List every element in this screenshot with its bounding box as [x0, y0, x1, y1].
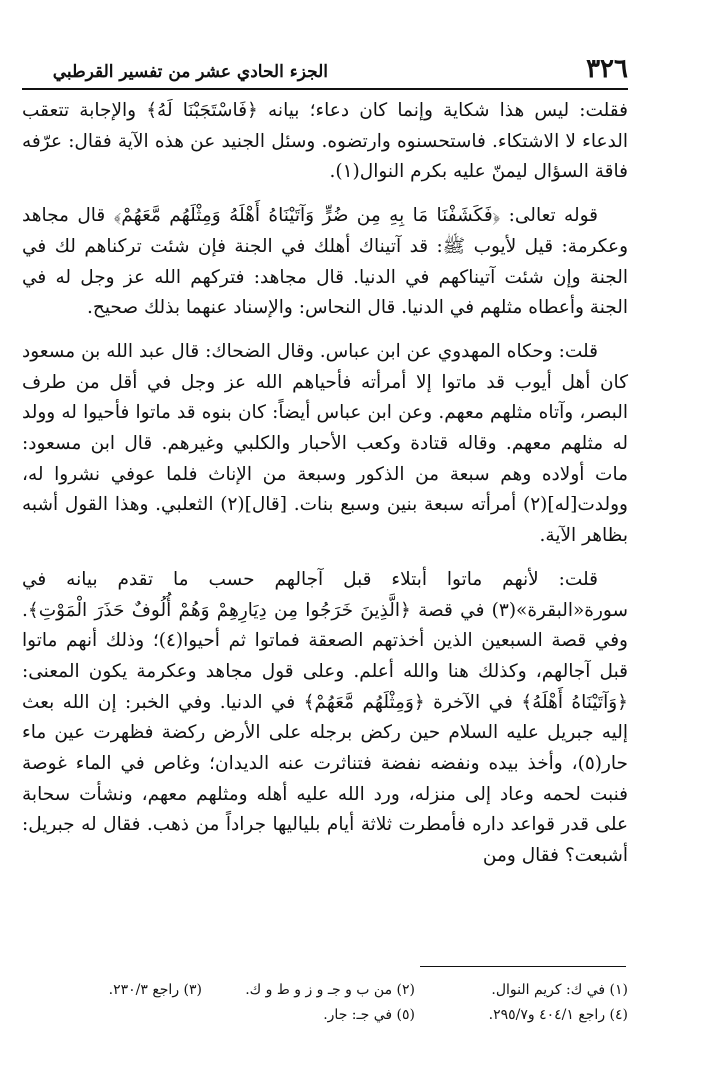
running-title: الجزء الحادي عشر من تفسير القرطبي [52, 62, 328, 82]
main-text [22, 96, 628, 885]
paragraph: فقلت: ليس هذا شكاية وإنما كان دعاء؛ بيانه ﴿فَاسْتَجَبْنَا لَهُ﴾ والإجابة تتعقب الدعاء لا الاشتكاء. فاستحسنوه وارتضوه. وسئل الجنيد عن هذه الآية فقال: عرّفه فاقة السؤال ليمنّ عليه بكرم النوال(١). [22, 100, 628, 183]
footnotes [22, 978, 628, 1028]
footnote-2: (٢) من ب و جـ و ز و ط و ك. [245, 982, 415, 998]
footnote-row [22, 978, 628, 1003]
page-number: ٣٢٦ [586, 54, 628, 84]
footnote-row [22, 1003, 628, 1028]
paragraph: قلت: وحكاه المهدوي عن ابن عباس. وقال الضحاك: قال عبد الله بن مسعود كان أهل أيوب قد ماتوا إلا أمرأته فأحياهم الله عز وجل في أقل من طرف البصر، وآتاه مثلهم معهم. وعن ابن عباس أيضاً: كان بنوه قد ماتوا فأحيوا له وولد له مثلهم معهم. وقاله قتادة وكعب الأحبار والكلبي وغيرهم. قال ابن مسعود: مات أولاده وهم سبعة من الذكور وسبعة من الإناث فلما عوفي نشروا له، وولدت[له](٢) أمرأته سبعة بنين وسبع بنات. [قال](٢) الثعلبي. وهذا القول أشبه بظاهر الآية. [22, 340, 628, 547]
footnote-1: (١) في ك: كريم النوال. [491, 982, 628, 998]
paragraph: قلت: لأنهم ماتوا أبتلاء قبل آجالهم حسب ما تقدم بيانه في سورة«البقرة»(٣) في قصة ﴿الَّذِينَ خَرَجُوا مِن دِيَارِهِمْ وَهُمْ أُلُوفٌ حَذَرَ الْمَوْتِ﴾. وفي قصة السبعين الذين أخذتهم الصعقة فماتوا ثم أحيوا(٤)؛ وذلك أنهم ماتوا قبل آجالهم، وكذلك هنا والله أعلم. وعلى قول مجاهد وعكرمة يكون المعنى: ﴿وَآتَيْنَاهُ أَهْلَهُ﴾ في الآخرة ﴿وَمِثْلَهُم مَّعَهُمْ﴾ في الدنيا. وفي الخبر: إن الله بعث إليه جبريل عليه السلام حين ركض برجله على الأرض ركضة فظهرت عين ماء حار(٥)، وأخذ بيده ونفضه نفضة فتناثرت عنه الديدان؛ وغاص في الماء غوصة فنبت لحمه وعاد إلى منزله، ورد الله عليه أهله ومثلهم معهم، ونشأت سحابة على قدر قواعد داره فأمطرت ثلاثة أيام بلياليها جراداً من ذهب. فقال له جبريل: أشبعت؟ فقال ومن [22, 568, 628, 867]
footnote-3: (٣) راجع ٢٣٠/٣. [108, 982, 202, 998]
header-divider [22, 88, 628, 90]
paragraph: قوله تعالى: ﴿فَكَشَفْنَا مَا بِهِ مِن ضُرٍّ وَآتَيْنَاهُ أَهْلَهُ وَمِثْلَهُم مَّعَهُمْ﴾ قال مجاهد وعكرمة: قيل لأيوب ﷺ: قد آتيناك أهلك في الجنة فإن شئت تركناهم لك في الجنة وإن شئت آتيناكهم في الدنيا. قال مجاهد: فتركهم الله عز وجل له في الجنة وأعطاه مثلهم في الدنيا. قال النحاس: والإسناد عنهما بذلك صحيح. [22, 205, 628, 319]
footnote-4: (٤) راجع ٤٠٤/١ و٢٩٥/٧. [488, 1007, 628, 1023]
footnote-divider [420, 966, 626, 967]
page-header [22, 48, 628, 88]
footnote-spacer [22, 1003, 202, 1028]
footnote-5: (٥) في جـ: جار. [323, 1007, 415, 1023]
